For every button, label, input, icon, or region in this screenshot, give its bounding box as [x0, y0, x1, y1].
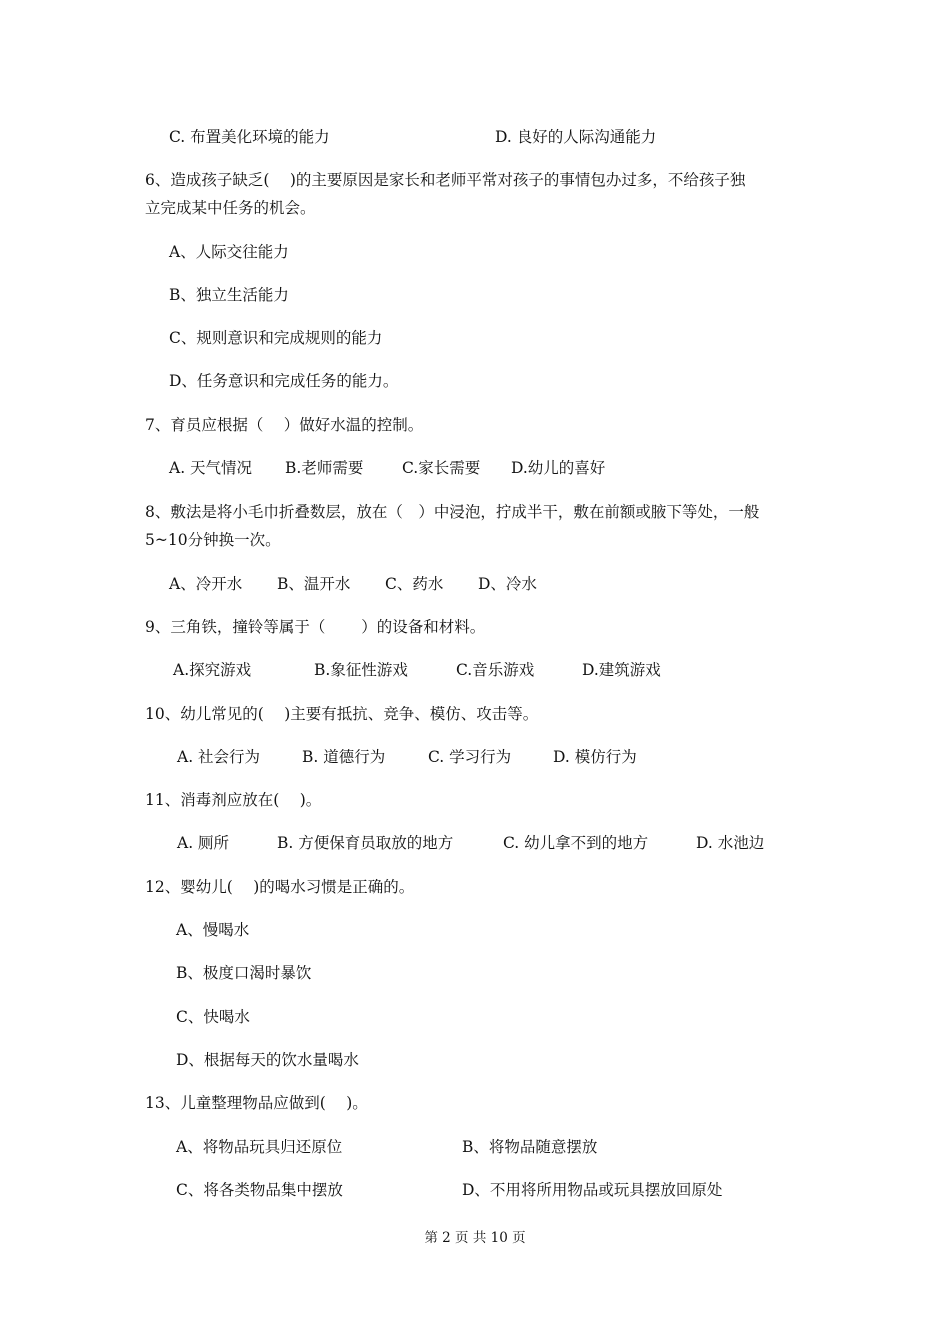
q11-stem: 11、消毒剂应放在( )。 [145, 791, 322, 809]
q11-option-a: A. 厕所 [177, 834, 230, 852]
q5-option-d: D. 良好的人际沟通能力 [495, 128, 657, 146]
q8-stem-line2: 5~10分钟换一次。 [145, 531, 281, 549]
q7-option-b: B.老师需要 [285, 459, 364, 477]
q9-option-a: A.探究游戏 [173, 661, 252, 679]
q11-option-d: D. 水池边 [696, 834, 765, 852]
q13-option-a: A、将物品玩具归还原位 [176, 1138, 343, 1156]
q6-option-d: D、任务意识和完成任务的能力。 [169, 372, 399, 390]
q9-stem: 9、三角铁，撞铃等属于（ ）的设备和材料。 [145, 618, 486, 636]
q13-option-b: B、将物品随意摆放 [462, 1138, 598, 1156]
page-number-footer: 第 2 页 共 10 页 [424, 1230, 526, 1246]
q6-option-b: B、独立生活能力 [169, 286, 289, 304]
q8-option-d: D、冷水 [478, 575, 537, 593]
q6-option-c: C、规则意识和完成规则的能力 [169, 329, 383, 347]
q13-option-c: C、将各类物品集中摆放 [176, 1181, 343, 1199]
q6-stem-line2: 立完成某中任务的机会。 [145, 199, 316, 217]
q12-option-c: C、快喝水 [176, 1008, 250, 1026]
q11-option-c: C. 幼儿拿不到的地方 [503, 834, 649, 852]
q6-option-a: A、人际交往能力 [169, 243, 289, 261]
q9-option-d: D.建筑游戏 [582, 661, 661, 679]
q10-option-b: B. 道德行为 [302, 748, 386, 766]
q10-option-a: A. 社会行为 [177, 748, 261, 766]
q8-option-b: B、温开水 [277, 575, 351, 593]
q12-stem: 12、婴幼儿( )的喝水习惯是正确的。 [145, 878, 415, 896]
q12-option-d: D、根据每天的饮水量喝水 [176, 1051, 359, 1069]
q7-stem: 7、育员应根据（ ）做好水温的控制。 [145, 416, 424, 434]
q12-option-b: B、极度口渴时暴饮 [176, 964, 312, 982]
q13-option-d: D、不用将所用物品或玩具摆放回原处 [462, 1181, 723, 1199]
q11-option-b: B. 方便保育员取放的地方 [277, 834, 454, 852]
q5-option-c: C. 布置美化环境的能力 [169, 128, 330, 146]
q7-option-d: D.幼儿的喜好 [511, 459, 606, 477]
q12-option-a: A、慢喝水 [176, 921, 250, 939]
q10-option-c: C. 学习行为 [428, 748, 512, 766]
q9-option-c: C.音乐游戏 [456, 661, 535, 679]
q10-option-d: D. 模仿行为 [553, 748, 637, 766]
q8-option-a: A、冷开水 [169, 575, 243, 593]
q10-stem: 10、幼儿常见的( )主要有抵抗、竞争、模仿、攻击等。 [145, 705, 539, 723]
q8-option-c: C、药水 [385, 575, 444, 593]
q7-option-c: C.家长需要 [402, 459, 481, 477]
q7-option-a: A. 天气情况 [169, 459, 253, 477]
q9-option-b: B.象征性游戏 [314, 661, 408, 679]
q8-stem-line1: 8、敷法是将小毛巾折叠数层，放在（ ）中浸泡，拧成半干，敷在前额或腋下等处，一般 [145, 503, 760, 521]
q6-stem-line1: 6、造成孩子缺乏( )的主要原因是家长和老师平常对孩子的事情包办过多，不给孩子独 [145, 171, 746, 189]
q13-stem: 13、儿童整理物品应做到( )。 [145, 1094, 368, 1112]
